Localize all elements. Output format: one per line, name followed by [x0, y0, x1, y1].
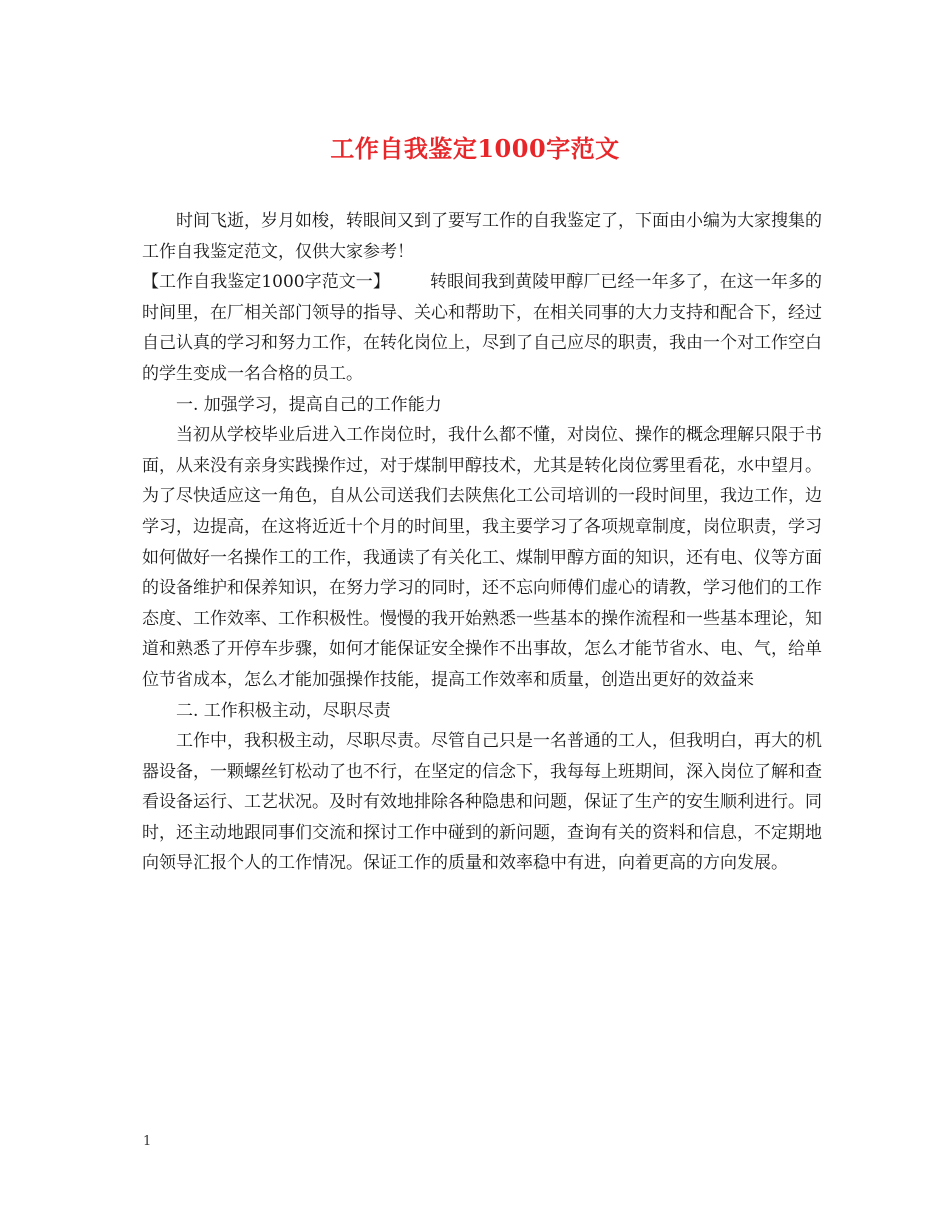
- section1-paragraph: [142, 267, 822, 389]
- document-body: [142, 206, 822, 879]
- intro-paragraph: 时间飞逝，岁月如梭，转眼间又到了要写工作的自我鉴定了，下面由小编为大家搜集的工作自我鉴定范文，仅供大家参考！: [142, 211, 822, 262]
- section1-label: 【工作自我鉴定1000字范文一】: [142, 272, 390, 293]
- section1-text: 转眼间我到黄陵甲醇厂已经一年多了，在这一年多的时间里，在厂相关部门领导的指导、关心和帮助下，在相关同事的大力支持和配合下，经过自己认真的学习和努力工作，在转化岗位上，尽到了自己应尽的职责，我由一个对工作空白的学生变成一名合格的员工。: [142, 272, 822, 384]
- document-title: 工作自我鉴定1000字范文: [330, 134, 620, 163]
- page-number: 1: [143, 1134, 152, 1149]
- heading-2: 二. 工作积极主动，尽职尽责: [176, 700, 391, 721]
- paragraph-1: 当初从学校毕业后进入工作岗位时，我什么都不懂，对岗位、操作的概念理解只限于书面，从来没有亲身实践操作过，对于煤制甲醇技术，尤其是转化岗位雾里看花，水中望月。为了尽快适应这一角色，自从公司送我们去陕焦化工公司培训的一段时间里，我边工作，边学习，边提高，在这将近近十个月的时间里，我主要学习了各项规章制度，岗位职责，学习如何做好一名操作工的工作，我通读了有关化工、煤制甲醇方面的知识，还有电、仪等方面的设备维护和保养知识，在努力学习的同时，还不忘向师傅们虚心的请教，学习他们的工作态度、工作效率、工作积极性。慢慢的我开始熟悉一些基本的操作流程和一些基本理论，知道和熟悉了开停车步骤，如何才能保证安全操作不出事故，怎么才能节省水、电、气，给单位节省成本，怎么才能加强操作技能，提高工作效率和质量，创造出更好的效益来: [142, 425, 822, 690]
- paragraph-2: 工作中，我积极主动，尽职尽责。尽管自己只是一名普通的工人，但我明白，再大的机器设备，一颗螺丝钉松动了也不行，在坚定的信念下，我每每上班期间，深入岗位了解和查看设备运行、工艺状况。及时有效地排除各种隐患和问题，保证了生产的安生顺利进行。同时，还主动地跟同事们交流和探讨工作中碰到的新问题，查询有关的资料和信息，不定期地向领导汇报个人的工作情况。保证工作的质量和效率稳中有进，向着更高的方向发展。: [142, 731, 822, 874]
- heading-1: 一. 加强学习，提高自己的工作能力: [176, 394, 442, 415]
